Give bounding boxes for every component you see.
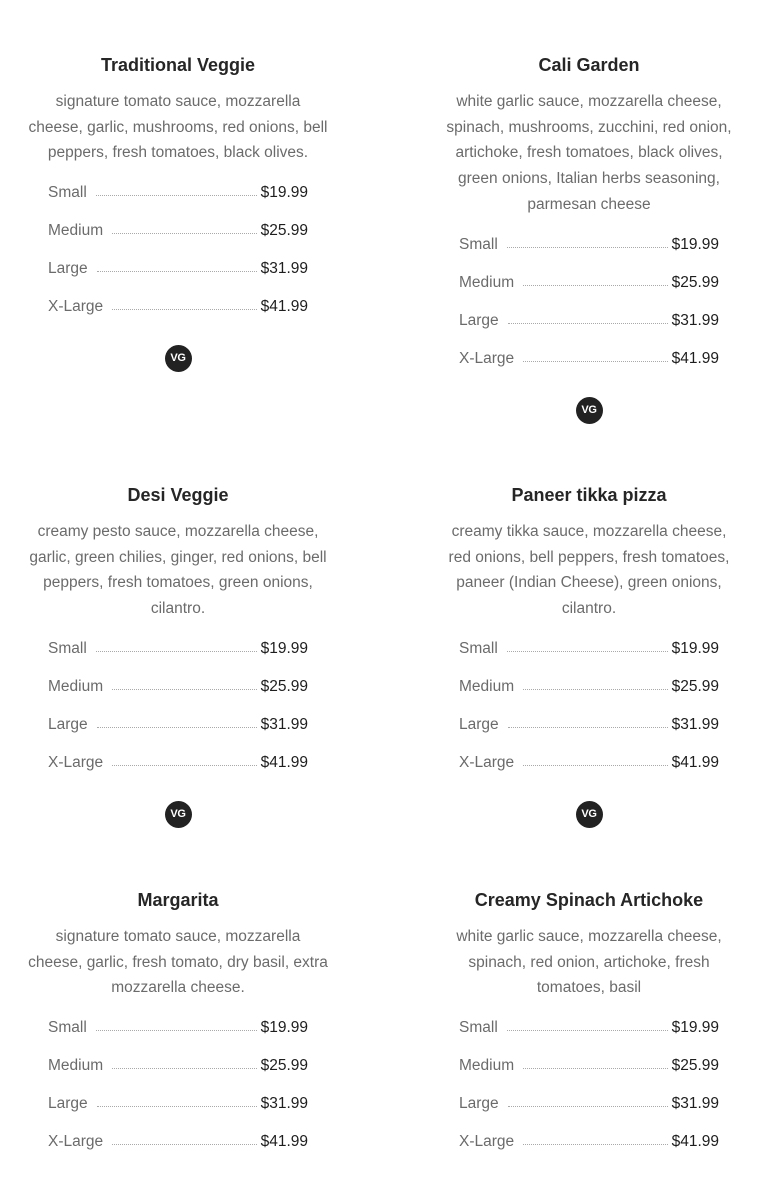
price: $31.99 — [260, 1095, 308, 1113]
item-title: Paneer tikka pizza — [511, 485, 667, 505]
size-label: X-Large — [459, 349, 515, 367]
price-row — [459, 274, 719, 312]
dot-leader — [112, 689, 256, 690]
size-label: Small — [459, 639, 498, 657]
price: $19.99 — [260, 639, 308, 657]
price: $19.99 — [671, 639, 719, 657]
size-label: Medium — [459, 273, 515, 291]
price: $31.99 — [671, 1095, 719, 1113]
dot-leader — [96, 1030, 257, 1031]
dot-leader — [112, 1144, 256, 1145]
dot-leader — [507, 247, 668, 248]
price: $25.99 — [260, 677, 308, 695]
menu-item — [23, 889, 333, 1171]
price-row — [48, 754, 308, 792]
size-label: Medium — [48, 1057, 104, 1075]
price-row — [48, 1095, 308, 1133]
dot-leader — [508, 1106, 668, 1107]
price: $25.99 — [260, 1057, 308, 1075]
price: $31.99 — [671, 715, 719, 733]
price-row — [459, 1057, 719, 1095]
price: $25.99 — [671, 273, 719, 291]
dot-leader — [523, 285, 667, 286]
price-row — [459, 236, 719, 274]
size-label: Small — [48, 639, 87, 657]
dot-leader — [523, 361, 667, 362]
size-label: Medium — [459, 1057, 515, 1075]
size-label: Medium — [48, 677, 104, 695]
item-title: Traditional Veggie — [100, 55, 256, 75]
price-row — [48, 1057, 308, 1095]
price-row — [48, 1019, 308, 1057]
dot-leader — [97, 1106, 257, 1107]
price: $41.99 — [260, 298, 308, 316]
price-row — [48, 260, 308, 298]
price: $31.99 — [671, 311, 719, 329]
dot-leader — [97, 727, 257, 728]
price: $19.99 — [260, 184, 308, 202]
item-description: creamy pesto sauce, mozzarella cheese, garlic, green chilies, ginger, red onions, bell peppers, fresh tomatoes, green onions, cilantro. — [29, 523, 327, 618]
vegetarian-badge-icon: VG — [576, 801, 603, 828]
item-description: creamy tikka sauce, mozzarella cheese, red onions, bell peppers, fresh tomatoes, paneer (Indian Cheese), green onions, cilantro. — [448, 523, 730, 618]
item-description: signature tomato sauce, mozzarella cheese, garlic, mushrooms, red onions, bell peppers, fresh tomatoes, black olives. — [28, 93, 328, 162]
price-row — [48, 678, 308, 716]
price: $41.99 — [671, 349, 719, 367]
size-label: X-Large — [48, 753, 104, 771]
price-row — [48, 298, 308, 336]
size-label: Large — [48, 715, 88, 733]
price: $41.99 — [671, 1133, 719, 1151]
price-list — [459, 640, 719, 792]
size-label: Small — [459, 235, 498, 253]
dot-leader — [508, 323, 668, 324]
dot-leader — [96, 651, 257, 652]
price-list — [48, 184, 308, 336]
menu-item — [434, 54, 744, 424]
price-row — [459, 350, 719, 388]
item-description: signature tomato sauce, mozzarella cheese, garlic, fresh tomato, dry basil, extra mozzarella cheese. — [28, 928, 328, 997]
dot-leader — [523, 1144, 667, 1145]
price-row — [48, 184, 308, 222]
price-list — [48, 640, 308, 792]
item-title: Cali Garden — [538, 55, 640, 75]
price: $41.99 — [260, 753, 308, 771]
vegetarian-badge-icon: VG — [165, 345, 192, 372]
item-title: Desi Veggie — [127, 485, 229, 505]
dot-leader — [112, 233, 256, 234]
price: $25.99 — [671, 1057, 719, 1075]
price: $25.99 — [671, 677, 719, 695]
dot-leader — [523, 689, 667, 690]
size-label: X-Large — [459, 1133, 515, 1151]
price-list — [459, 1019, 719, 1171]
item-description: white garlic sauce, mozzarella cheese, spinach, red onion, artichoke, fresh tomatoes, basil — [456, 928, 722, 997]
price-row — [48, 716, 308, 754]
size-label: Small — [459, 1019, 498, 1037]
size-label: Large — [459, 715, 499, 733]
dot-leader — [97, 271, 257, 272]
menu-item — [23, 484, 333, 828]
price-row — [459, 640, 719, 678]
dot-leader — [523, 765, 667, 766]
price-row — [459, 678, 719, 716]
dot-leader — [508, 727, 668, 728]
price: $41.99 — [671, 753, 719, 771]
price: $31.99 — [260, 715, 308, 733]
price-list — [459, 236, 719, 388]
size-label: Medium — [459, 677, 515, 695]
price-row — [48, 640, 308, 678]
dot-leader — [507, 651, 668, 652]
dot-leader — [96, 195, 257, 196]
price-list — [48, 1019, 308, 1171]
menu-item — [23, 54, 333, 372]
price: $19.99 — [260, 1019, 308, 1037]
price-row — [459, 1095, 719, 1133]
price-row — [459, 716, 719, 754]
price-row — [459, 1019, 719, 1057]
item-title: Creamy Spinach Artichoke — [474, 890, 704, 910]
menu-item — [434, 889, 744, 1171]
price-row — [459, 754, 719, 792]
price-row — [48, 222, 308, 260]
size-label: Large — [48, 260, 88, 278]
dot-leader — [112, 1068, 256, 1069]
size-label: X-Large — [459, 753, 515, 771]
size-label: Medium — [48, 222, 104, 240]
price: $19.99 — [671, 1019, 719, 1037]
price: $25.99 — [260, 222, 308, 240]
size-label: X-Large — [48, 1133, 104, 1151]
size-label: Large — [459, 311, 499, 329]
item-description: white garlic sauce, mozzarella cheese, spinach, mushrooms, zucchini, red onion, artichoke, fresh tomatoes, black olives, green onions, Italian herbs seasoning, parmesan cheese — [446, 93, 732, 213]
size-label: Small — [48, 184, 87, 202]
size-label: Large — [459, 1095, 499, 1113]
menu-item — [434, 484, 744, 828]
vegetarian-badge-icon: VG — [576, 397, 603, 424]
price: $31.99 — [260, 260, 308, 278]
vegetarian-badge-icon: VG — [165, 801, 192, 828]
price-row — [48, 1133, 308, 1171]
size-label: Large — [48, 1095, 88, 1113]
dot-leader — [507, 1030, 668, 1031]
price-row — [459, 312, 719, 350]
price: $41.99 — [260, 1133, 308, 1151]
dot-leader — [112, 765, 256, 766]
item-title: Margarita — [137, 890, 219, 910]
size-label: Small — [48, 1019, 87, 1037]
price: $19.99 — [671, 235, 719, 253]
size-label: X-Large — [48, 298, 104, 316]
dot-leader — [112, 309, 256, 310]
dot-leader — [523, 1068, 667, 1069]
price-row — [459, 1133, 719, 1171]
